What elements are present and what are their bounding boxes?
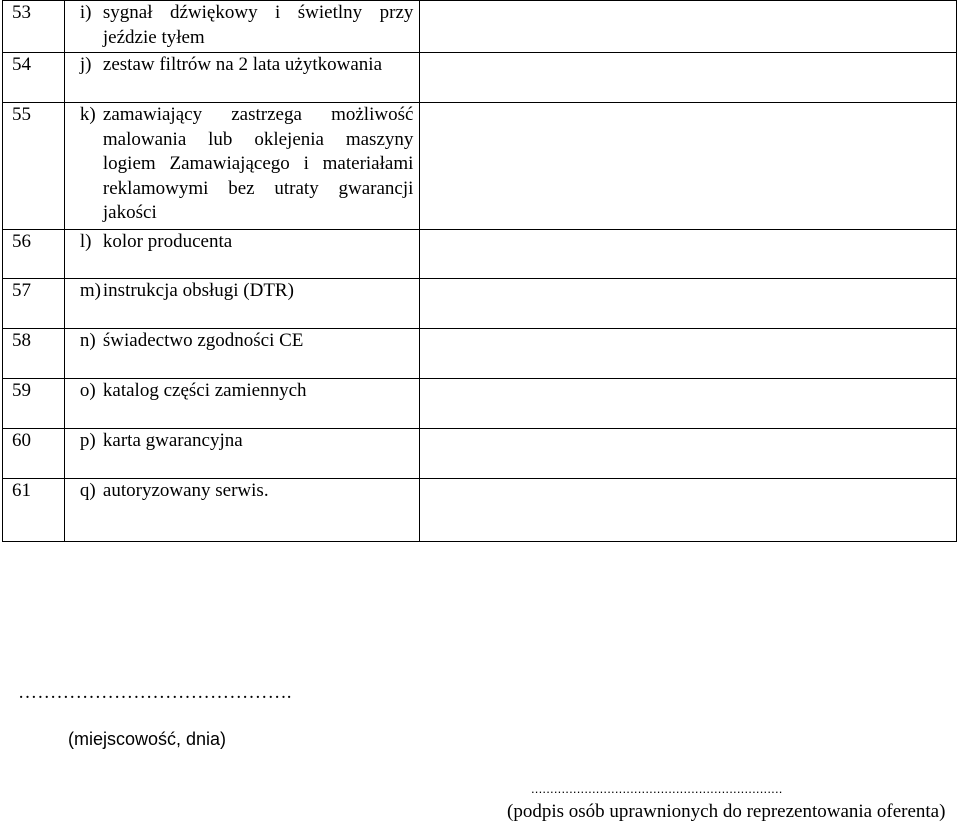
table-row bbox=[3, 429, 957, 479]
row-number: 56 bbox=[3, 230, 65, 279]
signature-dotted-line: .................................................................. bbox=[531, 781, 783, 796]
item-letter: m) bbox=[79, 280, 102, 301]
item-text: sygnał dźwiękowy i świetlny przy jeździe tyłem bbox=[102, 2, 414, 48]
table-row bbox=[3, 230, 957, 279]
item-text: katalog części zamiennych bbox=[102, 380, 307, 401]
offer-value-cell[interactable] bbox=[420, 479, 957, 542]
row-description bbox=[64, 379, 419, 429]
item-letter: p) bbox=[79, 430, 96, 451]
item-letter: l) bbox=[79, 231, 92, 252]
offer-value-cell[interactable] bbox=[420, 103, 957, 230]
table-row bbox=[3, 1, 957, 53]
item-text: kolor producenta bbox=[102, 231, 233, 252]
offer-value-cell[interactable] bbox=[420, 329, 957, 379]
row-number: 59 bbox=[3, 379, 65, 429]
specification-table bbox=[2, 0, 957, 542]
table-row bbox=[3, 53, 957, 103]
offer-value-cell[interactable] bbox=[420, 53, 957, 103]
row-description bbox=[64, 53, 419, 103]
row-description bbox=[64, 429, 419, 479]
row-number: 57 bbox=[3, 279, 65, 329]
place-date-dotted-line: ……………………………………. bbox=[18, 682, 292, 703]
item-letter: j) bbox=[79, 54, 92, 75]
item-text: karta gwarancyjna bbox=[102, 430, 243, 451]
row-description bbox=[64, 103, 419, 230]
offer-value-cell[interactable] bbox=[420, 230, 957, 279]
place-date-caption: (miejscowość, dnia) bbox=[68, 729, 227, 749]
row-description bbox=[64, 1, 419, 53]
table-row bbox=[3, 329, 957, 379]
row-description bbox=[64, 329, 419, 379]
item-letter: n) bbox=[79, 330, 96, 351]
item-text: świadectwo zgodności CE bbox=[102, 330, 304, 351]
signature-caption: (podpis osób uprawnionych do reprezentowania oferenta) bbox=[507, 801, 946, 822]
row-number: 54 bbox=[3, 53, 65, 103]
row-number: 53 bbox=[3, 1, 65, 53]
item-letter: q) bbox=[79, 480, 96, 501]
item-text: autoryzowany serwis. bbox=[102, 480, 269, 501]
row-description bbox=[64, 230, 419, 279]
item-text: zamawiający zastrzega możliwość malowania lub oklejenia maszyny logiem Zamawiającego i materiałami reklamowymi bez utraty gwarancji jakości bbox=[102, 104, 414, 223]
table-row bbox=[3, 379, 957, 429]
item-letter: o) bbox=[79, 380, 96, 401]
offer-value-cell[interactable] bbox=[420, 429, 957, 479]
row-number: 60 bbox=[3, 429, 65, 479]
item-letter: k) bbox=[79, 104, 96, 125]
row-description bbox=[64, 479, 419, 542]
item-text: instrukcja obsługi (DTR) bbox=[102, 280, 294, 301]
row-description bbox=[64, 279, 419, 329]
offer-value-cell[interactable] bbox=[420, 379, 957, 429]
table-row bbox=[3, 479, 957, 542]
item-letter: i) bbox=[79, 2, 92, 23]
table-row bbox=[3, 103, 957, 230]
row-number: 55 bbox=[3, 103, 65, 230]
item-text: zestaw filtrów na 2 lata użytkowania bbox=[102, 54, 382, 75]
table-row bbox=[3, 279, 957, 329]
offer-value-cell[interactable] bbox=[420, 1, 957, 53]
row-number: 58 bbox=[3, 329, 65, 379]
offer-value-cell[interactable] bbox=[420, 279, 957, 329]
row-number: 61 bbox=[3, 479, 65, 542]
